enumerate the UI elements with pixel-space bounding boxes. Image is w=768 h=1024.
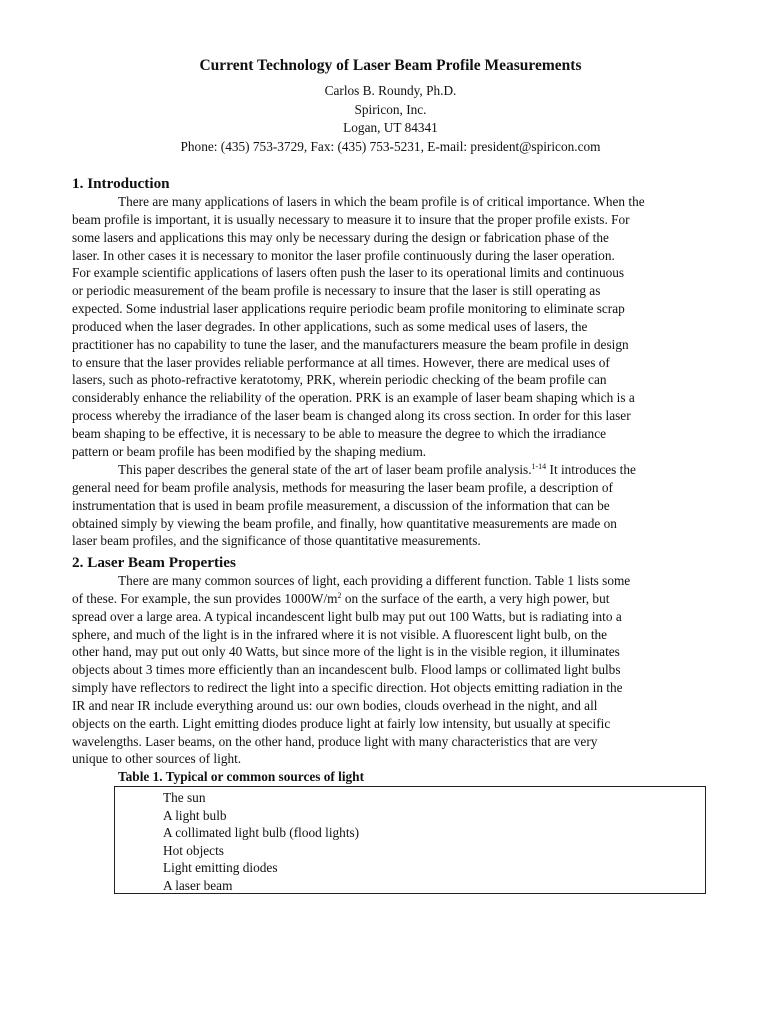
text-line: sphere, and much of the light is in the infrared where it is not visible. A fluorescent light bulb, on the [72, 626, 608, 642]
text-line: obtained simply by viewing the beam profile, and finally, how quantitative measurements are made on [72, 515, 617, 531]
laser-beam-properties-paragraph [72, 572, 703, 768]
text-line: general need for beam profile analysis, methods for measuring the laser beam profile, a description of [72, 479, 613, 495]
introduction-paragraph-2 [72, 461, 703, 550]
paper-title: Current Technology of Laser Beam Profile Measurements [199, 57, 582, 75]
citation-superscript: 1-14 [531, 462, 547, 471]
text-line: process whereby the irradiance of the laser beam is changed along its cross section. In order for this laser [72, 408, 631, 424]
text-line: lasers, such as photo-refractive keratotomy, PRK, wherein periodic checking of the beam profile can [72, 372, 607, 388]
text-line: objects about 3 times more efficiently than an incandescent bulb. Flood lamps or collimated light bulbs [72, 662, 621, 678]
text-line: expected. Some industrial laser applications require periodic beam profile monitoring to eliminate scrap [72, 301, 625, 317]
table-row: A laser beam [163, 877, 233, 893]
text-line: beam shaping to be effective, it is necessary to be able to measure the degree to which the irradiance [72, 425, 606, 441]
text-line: pattern or beam profile has been modified by the shaping medium. [72, 443, 427, 459]
text-line: laser. In other cases it is necessary to monitor the laser profile continuously during the laser operation. [72, 247, 615, 263]
section-heading-introduction: 1. Introduction [72, 175, 170, 192]
text-line: There are many common sources of light, each providing a different function. Table 1 lists some [118, 573, 631, 588]
author-block [72, 82, 709, 156]
text-segment: on the surface of the earth, a very high power, but [341, 590, 610, 606]
text-line: some lasers and applications this may only be necessary during the design or fabrication phase of the [72, 229, 609, 245]
text-line: instrumentation that is used in beam profile measurement, a discussion of the information that can be [72, 497, 610, 513]
text-line: unique to other sources of light. [72, 751, 242, 767]
author-company: Spiricon, Inc. [354, 101, 427, 117]
table-row: The sun [163, 790, 206, 805]
text-line: or periodic measurement of the beam profile is necessary to insure that the laser is still operating as [72, 283, 601, 299]
text-line: spread over a large area. A typical incandescent light bulb may put out 100 Watts, but is radiating into a [72, 608, 622, 624]
text-line: IR and near IR include everything around us: our own bodies, clouds overhead in the night, and all [72, 697, 598, 713]
text-segment: This paper describes the general state of the art of laser beam profile analysis. [118, 462, 532, 477]
text-segment: of these. For example, the sun provides 1000W/m [72, 590, 338, 606]
text-segment: It introduces the [546, 462, 636, 477]
text-line: wavelengths. Laser beams, on the other hand, produce light with many characteristics that are very [72, 733, 598, 749]
table-row: A collimated light bulb (flood lights) [163, 825, 360, 841]
text-line: There are many applications of lasers in which the beam profile is of critical importance. When the [118, 194, 645, 209]
text-line: laser beam profiles, and the significance of those quantitative measurements. [72, 533, 481, 549]
author-location: Logan, UT 84341 [343, 120, 438, 136]
table-1 [114, 786, 706, 894]
text-line: beam profile is important, it is usually necessary to measure it to insure that the proper profile exists. For [72, 211, 630, 227]
exponent-superscript: 2 [337, 590, 342, 600]
introduction-paragraph-1 [72, 193, 703, 461]
table-row: Light emitting diodes [163, 860, 278, 876]
table-1-list [115, 787, 705, 895]
text-line [72, 461, 703, 479]
author-contact: Phone: (435) 753-3729, Fax: (435) 753-5231, E-mail: president@spiricon.com [180, 138, 601, 154]
author-name: Carlos B. Roundy, Ph.D. [324, 83, 457, 98]
table-row: A light bulb [163, 807, 227, 823]
text-line: produced when the laser degrades. In other applications, such as some medical uses of lasers, the [72, 318, 588, 334]
text-line: considerably enhance the reliability of the operation. PRK is an example of laser beam shaping which is a [72, 390, 635, 406]
table-1-caption: Table 1. Typical or common sources of light [118, 769, 365, 784]
text-line: objects on the earth. Light emitting diodes produce light at fairly low intensity, but usually at specific [72, 715, 611, 731]
text-line: to ensure that the laser provides reliable performance at all times. However, there are medical uses of [72, 354, 610, 370]
table-row: Hot objects [163, 842, 224, 858]
text-line [72, 590, 703, 608]
text-line: practitioner has no capability to tune the laser, and the manufacturers measure the beam profile in design [72, 336, 629, 352]
section-heading-laser-beam-properties: 2. Laser Beam Properties [72, 554, 236, 571]
text-line: other hand, may put out only 40 Watts, but since more of the light is in the visible region, it illuminates [72, 644, 620, 660]
text-line: For example scientific applications of lasers often push the laser to its operational limits and continuous [72, 265, 625, 281]
text-line: simply have reflectors to redirect the light into a specific direction. Hot objects emitting radiation in the [72, 680, 623, 696]
